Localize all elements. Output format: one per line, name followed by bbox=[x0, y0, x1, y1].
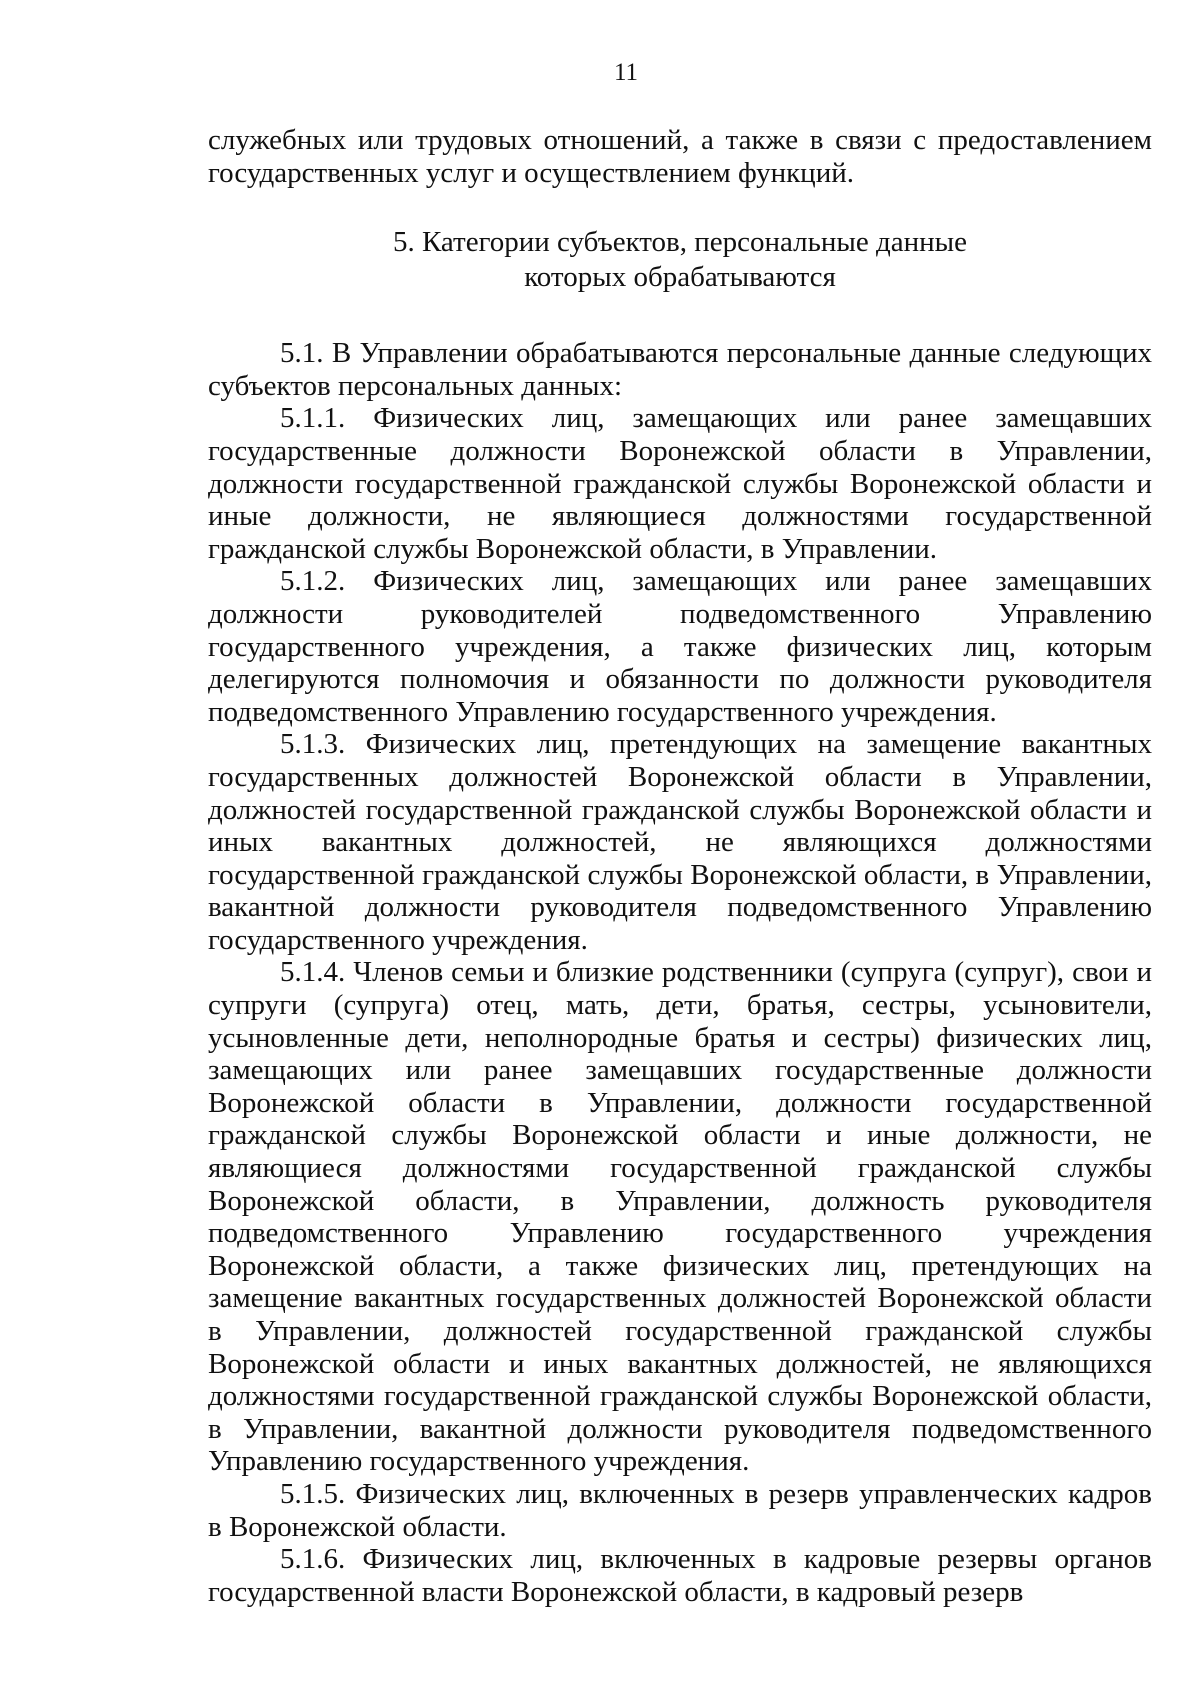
paragraph-5-1-1: 5.1.1. Физических лиц, замещающих или ранее замещавших государственные должности Воронежской области в Управлении, должности государственной гражданской службы Воронежской области и иные должности, не являющиеся должностями государственной гражданской службы Воронежской области, в Управлении. bbox=[208, 402, 1152, 565]
paragraph-5-1-3: 5.1.3. Физических лиц, претендующих на замещение вакантных государственных должностей Воронежской области в Управлении, должностей государственной гражданской службы Воронежской области и иных вакантных должностей, не являющихся должностями государственной гражданской службы Воронежской области, в Управлении, вакантной должности руководителя подведомственного Управлению государственного учреждения. bbox=[208, 728, 1152, 956]
paragraph-5-1: 5.1. В Управлении обрабатываются персональные данные следующих субъектов персональных данных: bbox=[208, 337, 1152, 402]
paragraph-5-1-4: 5.1.4. Членов семьи и близкие родственники (супруга (супруг), свои и супруги (супруга) отец, мать, дети, братья, сестры, усыновители, усыновленные дети, неполнородные братья и сестры) физических лиц, замещающих или ранее замещавших государственные должности Воронежской области в Управлении, должности государственной гражданской службы Воронежской области и иные должности, не являющиеся должностями государственной гражданской службы Воронежской области, в Управлении, должность руководителя подведомственного Управлению государственного учреждения Воронежской области, а также физических лиц, претендующих на замещение вакантных государственных должностей Воронежской области в Управлении, должностей государственной гражданской службы Воронежской области и иных вакантных должностей, не являющихся должностями государственной гражданской службы Воронежской области, в Управлении, вакантной должности руководителя подведомственного Управлению государственного учреждения. bbox=[208, 956, 1152, 1478]
page-number: 11 bbox=[613, 59, 639, 86]
paragraph-5-1-6: 5.1.6. Физических лиц, включенных в кадровые резервы органов государственной власти Воронежской области, в кадровый резерв bbox=[208, 1543, 1152, 1608]
section-heading bbox=[208, 225, 1152, 295]
intro-paragraph: служебных или трудовых отношений, а также в связи с предоставлением государственных услуг и осуществлением функций. bbox=[208, 124, 1152, 189]
section-title-line-1: 5. Категории субъектов, персональные данные bbox=[392, 226, 968, 259]
paragraph-5-1-5: 5.1.5. Физических лиц, включенных в резерв управленческих кадров в Воронежской области. bbox=[208, 1477, 1152, 1543]
document-body bbox=[208, 124, 1152, 1608]
paragraph-5-1-2: 5.1.2. Физических лиц, замещающих или ранее замещавших должности руководителей подведомственного Управлению государственного учреждения, а также физических лиц, которым делегируются полномочия и обязанности по должности руководителя подведомственного Управлению государственного учреждения. bbox=[208, 565, 1152, 728]
section-title-line-2: которых обрабатываются bbox=[524, 261, 836, 294]
